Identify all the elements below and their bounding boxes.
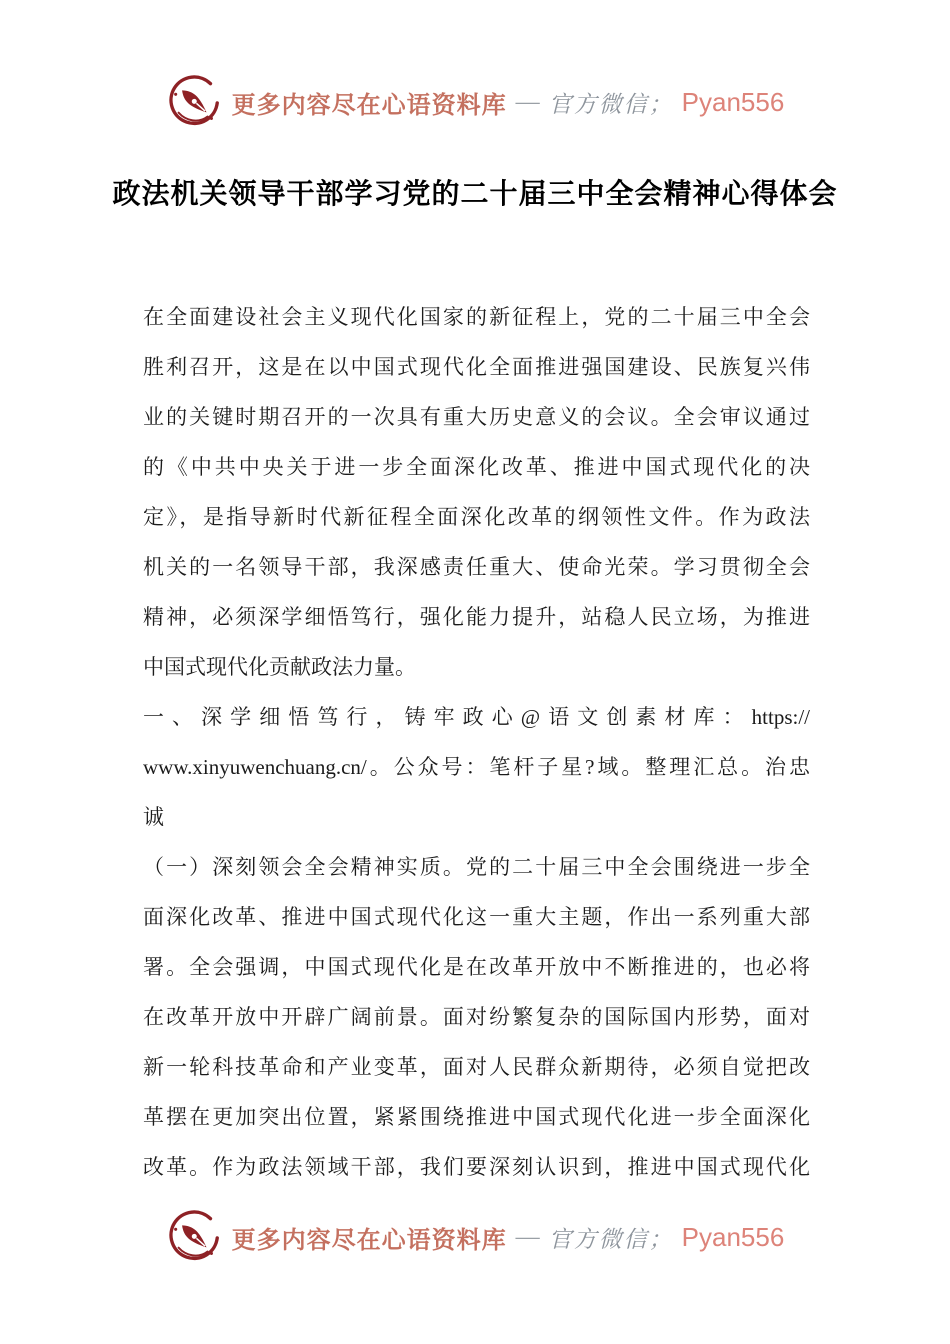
body-text-line: 署。全会强调，中国式现代化是在改革开放中不断推进的，也必将 [143, 955, 810, 979]
brand-dash: — [515, 88, 540, 115]
body-text-line: 精神，必须深学细悟笃行，强化能力提升，站稳人民立场，为推进 [143, 605, 810, 629]
brand-pen-logo-icon [166, 1208, 224, 1266]
body-text-line: （一）深刻领会全会精神实质。党的二十届三中全会围绕进一步全 [143, 855, 810, 879]
brand-pen-logo-icon [166, 73, 224, 131]
body-text-line: 新一轮科技革命和产业变革，面对人民群众新期待，必须自觉把改 [143, 1055, 810, 1079]
wechat-id: Pyan556 [681, 1221, 785, 1252]
body-text-line: 在改革开放中开辟广阔前景。面对纷繁复杂的国际国内形势，面对 [143, 1005, 810, 1029]
body-text-line: 业的关键时期召开的一次具有重大历史意义的会议。全会审议通过 [143, 405, 810, 429]
body-text-line: 革摆在更加突出位置，紧紧围绕推进中国式现代化进一步全面深化 [143, 1105, 810, 1129]
document-body [143, 292, 810, 1192]
wechat-label: 官方微信； [548, 1226, 674, 1252]
brand-text: 更多内容尽在心语资料库 [231, 92, 507, 119]
document-title: 政法机关领导干部学习党的二十届三中全会精神心得体会 [112, 179, 838, 210]
body-text-line: 胜利召开，这是在以中国式现代化全面推进强国建设、民族复兴伟 [143, 355, 810, 379]
body-text-line: 的《中共中央关于进一步全面深化改革、推进中国式现代化的决 [143, 455, 810, 479]
body-text-line: 面深化改革、推进中国式现代化这一重大主题，作出一系列重大部 [143, 905, 810, 929]
footer-banner [0, 1205, 950, 1269]
wechat-label: 官方微信； [548, 91, 674, 117]
brand-dash: — [515, 1223, 540, 1250]
body-text-line: 改革。作为政法领域干部，我们要深刻认识到，推进中国式现代化 [143, 1155, 810, 1179]
body-text-line: 在全面建设社会主义现代化国家的新征程上，党的二十届三中全会 [143, 305, 810, 329]
wechat-id: Pyan556 [681, 86, 785, 117]
header-banner [0, 70, 950, 134]
body-text-line: 诚 [143, 805, 164, 829]
body-text-line: 中国式现代化贡献政法力量。 [143, 655, 416, 679]
body-text-line: www.xinyuwenchuang.cn/。公众号：笔杆子星?域。整理汇总。治忠 [143, 755, 810, 779]
brand-text: 更多内容尽在心语资料库 [231, 1227, 507, 1254]
body-text-line: 机关的一名领导干部，我深感责任重大、使命光荣。学习贯彻全会 [143, 555, 810, 579]
body-text-line: 定》，是指导新时代新征程全面深化改革的纲领性文件。作为政法 [143, 505, 810, 529]
body-text-line: 一、深学细悟笃行，铸牢政心@语文创素材库：https:// [143, 705, 810, 729]
